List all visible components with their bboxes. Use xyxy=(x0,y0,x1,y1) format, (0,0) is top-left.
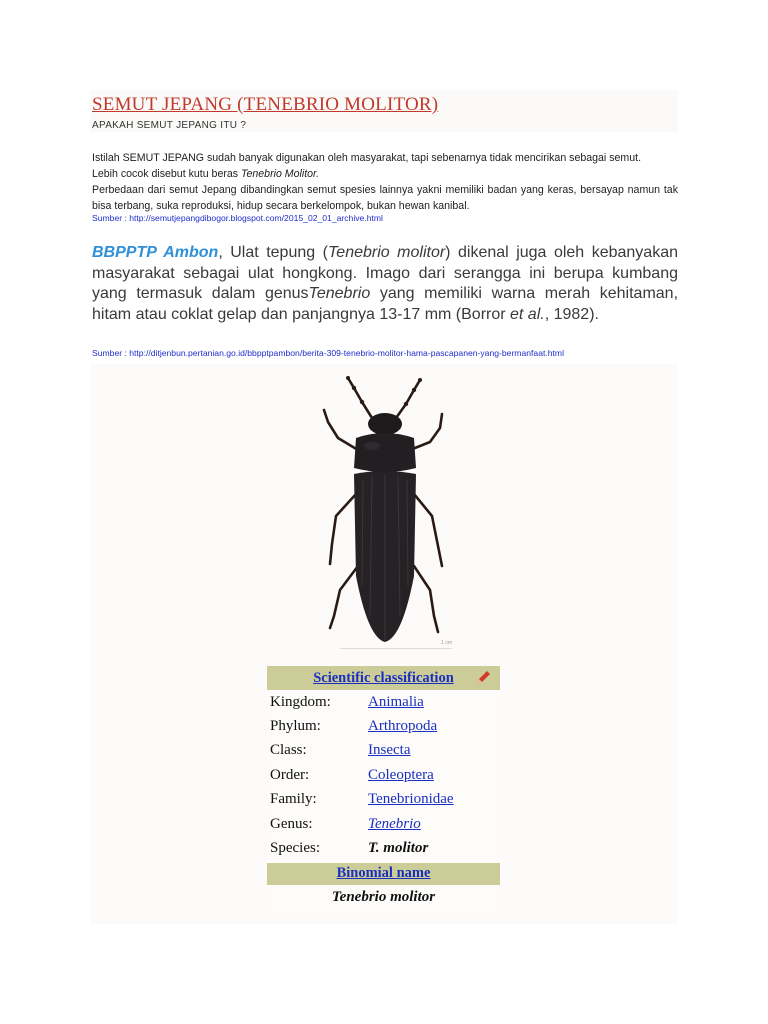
taxobox-header-label[interactable]: Scientific classification xyxy=(313,669,454,686)
binomial-name: Tenebrio molitor xyxy=(331,889,436,906)
article-paragraph xyxy=(92,243,678,325)
intro-line-2 xyxy=(92,166,678,182)
article-text-3: yang memiliki warna merah kehitaman, hitam atau coklat gelap dan panjangnya 13-17 mm (Borror xyxy=(92,285,679,323)
intro-line-1: Istilah SEMUT JEPANG sudah banyak digunakan oleh masyarakat, tapi sebenarnya tidak mencirikan sebagai semut. xyxy=(92,152,642,164)
row-value-link[interactable]: Tenebrionidae xyxy=(368,791,454,808)
row-key: Genus: xyxy=(270,815,313,832)
row-key: Order: xyxy=(270,766,310,783)
row-value: T. molitor xyxy=(368,840,429,857)
intro-line-2-italic: Tenebrio Molitor. xyxy=(241,168,320,180)
taxobox-row-phylum xyxy=(267,714,500,738)
taxobox xyxy=(267,666,500,911)
intro-source-link[interactable]: Sumber : http://semutjepangdibogor.blogspot.com/2015_02_01_archive.html xyxy=(92,213,383,223)
taxobox-row-genus xyxy=(267,812,500,836)
taxobox-row-family xyxy=(267,788,500,812)
page-subtitle: APAKAH SEMUT JEPANG ITU ? xyxy=(92,120,247,131)
row-value-link[interactable]: Insecta xyxy=(368,742,411,759)
row-key: Phylum: xyxy=(270,718,321,735)
article-italic-1: Tenebrio molitor xyxy=(327,244,446,261)
beetle-illustration xyxy=(310,376,460,656)
taxobox-row-order xyxy=(267,763,500,787)
pencil-icon[interactable] xyxy=(474,669,492,687)
article-source-link[interactable]: Sumber : http://ditjenbun.pertanian.go.id/bbpptpambon/berita-309-tenebrio-molitor-hama-pascapanen-yang-bermanfaat.html xyxy=(92,348,564,358)
row-value-link[interactable]: Arthropoda xyxy=(368,718,438,735)
binomial-header[interactable]: Binomial name xyxy=(267,863,500,885)
intro-line-2-text: Lebih cocok disebut kutu beras xyxy=(92,168,241,180)
taxobox-header[interactable] xyxy=(267,666,500,690)
row-key: Kingdom: xyxy=(270,693,331,710)
row-key: Species: xyxy=(270,840,320,857)
row-key: Class: xyxy=(270,742,307,759)
intro-paragraph xyxy=(92,150,678,214)
row-value-link[interactable]: Tenebrio xyxy=(368,815,421,832)
scale-label: 1 cm xyxy=(441,640,452,646)
article-text-2: ) dikenal juga oleh kebanyakan masyarakat sebagai ulat hongkong. Imago dari serangga ini berupa kumbang yang termasuk dalam genus xyxy=(92,244,678,302)
article-text-1: , Ulat tepung ( xyxy=(218,244,328,261)
taxobox-row-species xyxy=(267,836,500,860)
page-title: SEMUT JEPANG (TENEBRIO MOLITOR) xyxy=(92,94,439,115)
row-key: Family: xyxy=(270,791,317,808)
taxobox-row-class xyxy=(267,739,500,763)
taxobox-row-kingdom xyxy=(267,690,500,714)
article-lead: BBPPTP Ambon xyxy=(92,244,219,261)
intro-line-3: Perbedaan dari semut Jepang dibandingkan semut spesies lainnya yakni memiliki badan yang keras, bersayap namun tak bisa terbang, suka reproduksi, hidup secara berkelompok, bukan hewan kanibal. xyxy=(92,184,678,212)
row-value-link[interactable]: Coleoptera xyxy=(368,766,434,783)
row-value-link[interactable]: Animalia xyxy=(368,693,424,710)
scale-bar xyxy=(340,640,452,649)
article-italic-2: Tenebrio xyxy=(308,285,371,302)
beetle-image xyxy=(310,376,460,656)
article-italic-3: et al. xyxy=(510,305,545,323)
article-text-4: , 1982). xyxy=(544,305,599,323)
